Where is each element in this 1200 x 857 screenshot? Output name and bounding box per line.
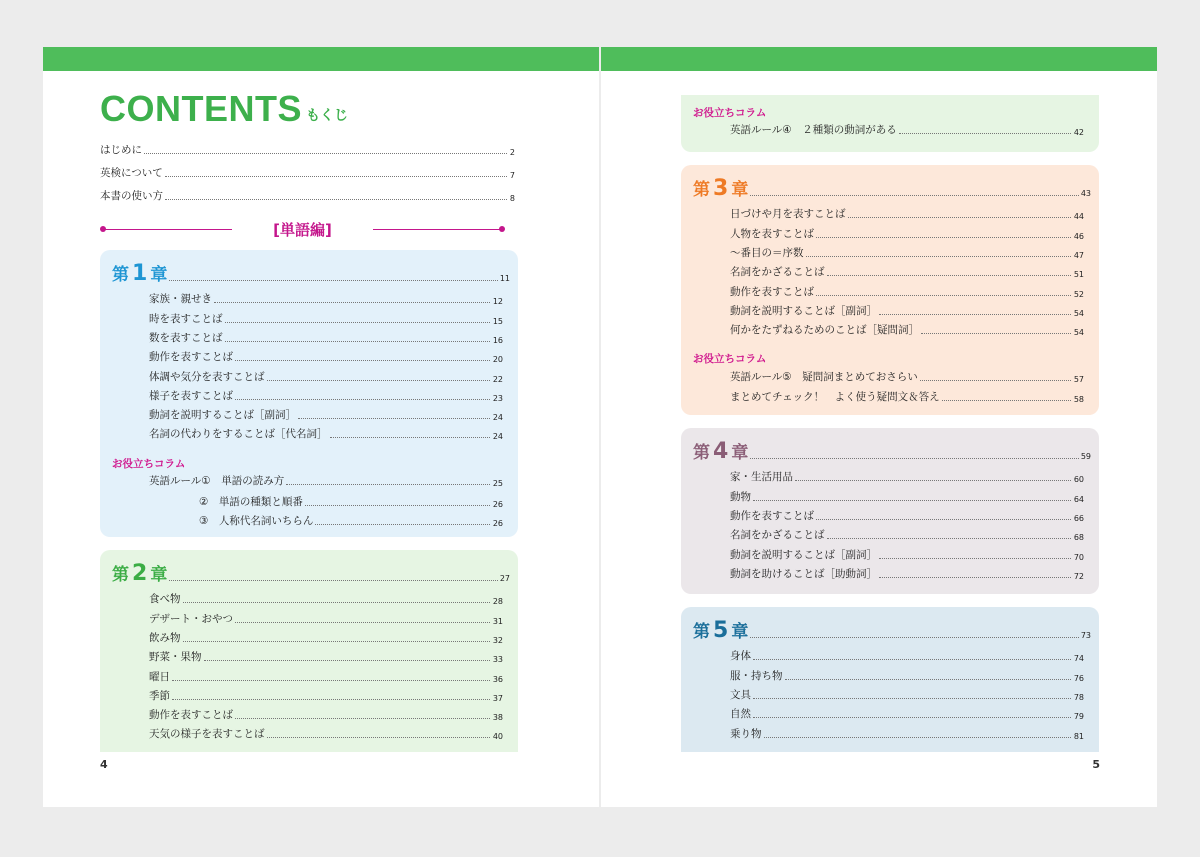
toc-entry[interactable]: 数を表すことば 16 <box>149 332 503 345</box>
header-bar <box>601 47 1157 71</box>
chapter-4-heading[interactable]: 第 4 章 59 <box>693 439 1091 464</box>
toc-entry[interactable]: 何かをたずねるためのことば［疑問詞］ 54 <box>730 324 1084 337</box>
column-title: お役立ちコラム <box>693 353 767 365</box>
toc-entry[interactable]: 動詞を助けることば［助動詞］ 72 <box>730 568 1084 581</box>
chapter-2-box <box>100 550 518 752</box>
toc-entry[interactable]: 家族・親せき 12 <box>149 293 503 306</box>
toc-entry[interactable]: デザート・おやつ 31 <box>149 613 503 626</box>
toc-entry-intro-2[interactable]: 英検について 7 <box>100 167 515 180</box>
chapter-1-box <box>100 250 518 537</box>
toc-entry-intro-3[interactable]: 本書の使い方 8 <box>100 190 515 203</box>
toc-entry[interactable]: 動詞を説明することば［副詞］ 70 <box>730 549 1084 562</box>
chapter-5-heading[interactable]: 第 5 章 73 <box>693 618 1091 643</box>
toc-entry[interactable]: ③ 人称代名詞いちらん 26 <box>199 515 503 528</box>
toc-entry[interactable]: 動作を表すことば 52 <box>730 286 1084 299</box>
toc-entry[interactable]: 時を表すことば 15 <box>149 313 503 326</box>
toc-entry[interactable]: 飲み物 32 <box>149 632 503 645</box>
toc-entry[interactable]: 様子を表すことば 23 <box>149 390 503 403</box>
toc-entry[interactable]: 家・生活用品 60 <box>730 471 1084 484</box>
toc-entry[interactable]: 英語ルール⑤ 疑問詞まとめておさらい 57 <box>730 371 1084 384</box>
toc-entry[interactable]: 体調や気分を表すことば 22 <box>149 371 503 384</box>
header-bar <box>43 47 599 71</box>
chapter-3-heading[interactable]: 第 3 章 43 <box>693 176 1091 201</box>
chapter-4-box <box>681 428 1099 594</box>
page-number-left: 4 <box>100 758 108 771</box>
toc-entry[interactable]: ② 単語の種類と順番 26 <box>199 496 503 509</box>
toc-entry[interactable]: 名詞をかざることば 51 <box>730 266 1084 279</box>
toc-entry[interactable]: 人物を表すことば 46 <box>730 228 1084 241</box>
toc-entry[interactable]: 動作を表すことば 38 <box>149 709 503 722</box>
toc-entry[interactable]: 名詞の代わりをすることば［代名詞］ 24 <box>149 428 503 441</box>
column-title: お役立ちコラム <box>693 107 767 119</box>
toc-entry[interactable]: 動詞を説明することば［副詞］ 24 <box>149 409 503 422</box>
contents-title: CONTENTS <box>100 88 302 129</box>
toc-entry[interactable]: 日づけや月を表すことば 44 <box>730 208 1084 221</box>
toc-entry[interactable]: 動物 64 <box>730 491 1084 504</box>
right-page <box>601 47 1157 807</box>
column-title: お役立ちコラム <box>112 458 186 470</box>
toc-entry[interactable]: 動作を表すことば 66 <box>730 510 1084 523</box>
toc-entry[interactable]: 自然 79 <box>730 708 1084 721</box>
chapter-5-box <box>681 607 1099 752</box>
chapter-3-box <box>681 165 1099 415</box>
toc-entry[interactable]: 動詞を説明することば［副詞］ 54 <box>730 305 1084 318</box>
toc-entry-intro-1[interactable]: はじめに 2 <box>100 144 515 157</box>
toc-entry[interactable]: まとめてチェック！ よく使う疑問文＆答え 58 <box>730 391 1084 404</box>
left-page <box>43 47 599 807</box>
chapter-2-heading[interactable]: 第 2 章 27 <box>112 561 510 586</box>
toc-entry[interactable]: 〜番目の＝序数 47 <box>730 247 1084 260</box>
toc-entry[interactable]: 身体 74 <box>730 650 1084 663</box>
section-heading-words: [単語編] <box>100 217 505 241</box>
toc-entry[interactable]: 野菜・果物 33 <box>149 651 503 664</box>
toc-entry[interactable]: 英語ルール① 単語の読み方 25 <box>149 475 503 488</box>
toc-entry[interactable]: 天気の様子を表すことば 40 <box>149 728 503 741</box>
contents-subtitle: もくじ <box>306 108 348 124</box>
toc-entry[interactable]: 名詞をかざることば 68 <box>730 529 1084 542</box>
page-number-right: 5 <box>1092 758 1100 771</box>
top-column-box <box>681 95 1099 152</box>
toc-entry[interactable]: 季節 37 <box>149 690 503 703</box>
toc-entry[interactable]: 乗り物 81 <box>730 728 1084 741</box>
toc-entry[interactable]: 文具 78 <box>730 689 1084 702</box>
toc-entry[interactable]: 食べ物 28 <box>149 593 503 606</box>
toc-entry[interactable]: 曜日 36 <box>149 671 503 684</box>
toc-entry[interactable]: 動作を表すことば 20 <box>149 351 503 364</box>
chapter-1-heading[interactable]: 第 1 章 11 <box>112 261 510 286</box>
toc-entry[interactable]: 服・持ち物 76 <box>730 670 1084 683</box>
toc-entry[interactable]: 英語ルール④ ２種類の動詞がある 42 <box>730 124 1084 137</box>
